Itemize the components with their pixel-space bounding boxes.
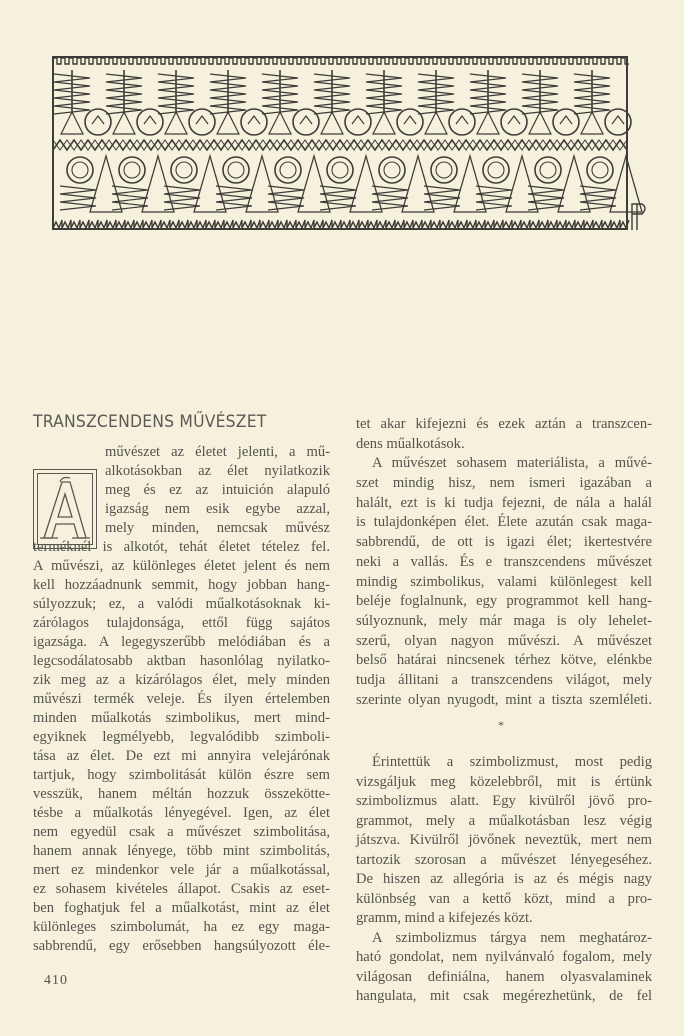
text-line: tása az élet. De ezt mi annyira velejárónak [33, 748, 330, 764]
ornament-stroke [300, 116, 312, 124]
right-column-text-top [356, 415, 652, 710]
decorative-header-ornament [50, 52, 650, 242]
text-line: szimbolizmus alatt. Egy kivülről jövő pro- [356, 793, 652, 809]
ornament-stroke [431, 157, 457, 183]
ornament-stroke [137, 109, 163, 135]
ornament-stroke [373, 112, 395, 134]
text-line: különleges szimbolumát, ha ez egy maga- [33, 919, 330, 935]
ornament-stroke [553, 109, 579, 135]
text-line: gramm, mind a kifejezés közt. [356, 910, 533, 926]
ornament-stroke [269, 112, 291, 134]
ornament-stroke [404, 116, 416, 124]
text-line: Érintettük a szimbolizmust, most pedig [372, 754, 652, 770]
ornament-stroke [477, 112, 499, 134]
ornament-stroke [119, 157, 145, 183]
text-line: beléje foglalnunk, egy programmot kell hang- [356, 593, 652, 610]
ornament-stroke [241, 109, 267, 135]
ornament-stroke [529, 112, 551, 134]
ornament-stroke [345, 109, 371, 135]
text-line: szet mindig hisz, nem ismeri igazában a [356, 475, 652, 492]
text-line: hanem annak lényege, több mint szimbolitás, [33, 843, 330, 859]
text-line: tartozik szorosan a művészet lényegeséhez. [356, 851, 652, 868]
text-line: szerű, olyan nagyon művészi. A művészet [356, 632, 652, 649]
ornament-stroke [402, 156, 434, 212]
text-line: művészet az életet jelenti, a mű- [105, 444, 330, 460]
text-line: sabbrendű, de ott is igazi élet; ikertestvére [356, 534, 652, 551]
article-title: TRANSZCENDENS MŰVÉSZET [33, 412, 267, 432]
ornament-stroke [280, 162, 296, 178]
ornament-stroke [327, 157, 353, 183]
text-line: művészi termék veleje. És ilyen értelemben [33, 691, 330, 707]
section-separator: * [498, 718, 504, 732]
ornament-stroke [53, 140, 627, 150]
ornament-stroke [454, 156, 486, 212]
ornament-stroke [350, 156, 382, 212]
text-line: hangulata, mit csak megérezhetünk, de fel [356, 988, 652, 1004]
ornament-stroke [379, 157, 405, 183]
ornament-stroke [425, 112, 447, 134]
text-line: nem egyedül csak a művészet szimbolitása, [33, 824, 330, 840]
text-line: neki a vallás. És e transzcendens művészet [356, 553, 652, 570]
text-line: ható gondolat, nem nyilvánvaló fogalom, mely [356, 949, 652, 965]
ornament-stroke [113, 112, 135, 134]
text-line: tartjuk, hogy szimbolitását külön észre sem [33, 767, 330, 783]
text-line: A művészi, az különleges életet jelent és nem [33, 558, 330, 574]
ornament-stroke [53, 140, 627, 150]
text-line: tésbe a műalkotás lényegével. Igen, az élet [33, 805, 330, 821]
ornament-stroke [332, 162, 348, 178]
ornament-stroke [587, 157, 613, 183]
text-line: is tulajdonképen élet. Élete azután csak maga- [356, 514, 652, 531]
ornament-stroke [488, 162, 504, 178]
ornament-stroke [508, 116, 520, 124]
text-line: halált, ezt is ki tudja fejezni, de nála a halál [356, 494, 652, 511]
ornament-stroke [560, 116, 572, 124]
ornament-stroke [165, 112, 187, 134]
ornament-stroke [293, 109, 319, 135]
ornament-stroke [124, 162, 140, 178]
text-line: zárólagos tulajdonsága, ettől függ sajátos [33, 615, 330, 631]
text-line: legcsodálatosabb aktban hasonlólag nyilatko- [33, 653, 330, 669]
text-line: mert ez mindenkor vele jár a műalkotással, [33, 862, 330, 878]
right-column-text-bottom [356, 753, 652, 1007]
ornament-stroke [275, 157, 301, 183]
text-line: mely minden, nemcsak művész [105, 520, 330, 536]
ornament-stroke [90, 156, 122, 212]
text-line: A szimbolizmus tárgya nem meghatároz- [372, 929, 652, 946]
ornament-stroke [217, 112, 239, 134]
ornament-stroke [248, 116, 260, 124]
text-line: súlyozzuk; ez, a valódi műalkotásoknak ki- [33, 596, 330, 612]
text-line: kell hozzáadnunk semmit, hogy jobban hang- [33, 577, 330, 593]
ornament-stroke [67, 157, 93, 183]
ornament-stroke [592, 162, 608, 178]
ornament-stroke [196, 116, 208, 124]
ornament-stroke [501, 109, 527, 135]
artist-monogram [632, 204, 645, 230]
ornament-stroke [397, 109, 423, 135]
ornament-stroke [189, 109, 215, 135]
text-line: belső határai nincsenek térhez kötve, elénkbe [356, 652, 652, 669]
text-line: játszva. Kivülről jövőnek neveztük, mert nem [356, 832, 652, 848]
text-line: dens műalkotások. [356, 435, 465, 452]
ornament-stroke [176, 162, 192, 178]
text-line: szerinte olyan nyugodt, mint a tiszta szemléleti. [356, 691, 652, 708]
ornament-stroke [456, 116, 468, 124]
text-line: ben foghatjuk fel a műalkotást, mint az élet [33, 900, 330, 916]
text-line: terméknél is alkotót, tehát életet tételez fel. [33, 539, 330, 555]
text-line: ez sohasem kivételes állapot. Csakis az eset- [33, 881, 330, 897]
text-line: grammot, mely a műalkotásban lesz végig [356, 812, 652, 829]
ornament-stroke [223, 157, 249, 183]
text-line: mindig szimbolikus, valami különlegest kell [356, 573, 652, 590]
ornament-stroke [53, 58, 629, 66]
text-line: zik meg az a kizárólagos élet, mely minden [33, 672, 330, 688]
ornament-stroke [535, 157, 561, 183]
ornament-stroke [194, 156, 226, 212]
text-line: igazság nem esik egybe azzal, [105, 501, 330, 517]
text-line: különbség van a kettő közt, mind a pro- [356, 890, 652, 907]
ornament-stroke [72, 162, 88, 178]
text-line: meg és ez az intuición alapuló [105, 482, 330, 498]
ornament-stroke [60, 186, 96, 210]
ornament-stroke [384, 162, 400, 178]
ornament-stroke [298, 156, 330, 212]
text-line: sabbrendű, egy erősebben hangsúlyozott éle- [33, 938, 330, 954]
text-line: egyiknek legmélyebb, legvalódibb szimboli- [33, 729, 330, 745]
text-line: súlyoznunk, mely már maga is oly lehelet- [356, 612, 652, 629]
ornament-stroke [53, 220, 629, 228]
text-line: igazsága. A legegyszerűbb melódiában és a [33, 634, 330, 650]
text-line: világosan definiálna, hanem olyasvalaminek [356, 968, 652, 985]
ornament-stroke [540, 162, 556, 178]
ornament-stroke [352, 116, 364, 124]
ornament-stroke [558, 156, 590, 212]
text-line: tet akar kifejezni és ezek aztán a transzcen- [356, 416, 652, 432]
text-line: A művészet sohasem materiálista, a művé- [372, 455, 652, 472]
ornament-stroke [171, 157, 197, 183]
ornament-stroke [321, 112, 343, 134]
ornament-stroke [61, 112, 83, 134]
text-line: De hiszen az allegória is az és mégis nagy [356, 871, 652, 887]
text-line: tudja állitani a transzcendens világot, mely [356, 671, 652, 688]
ornament-stroke [436, 162, 452, 178]
page-number: 410 [44, 973, 68, 988]
text-line: alkotásokban az élet nyilatkozik [105, 463, 330, 479]
ornament-stroke [449, 109, 475, 135]
text-line: vizsgáljuk meg közelebbről, mit is értünk [356, 773, 652, 790]
ornament-stroke [506, 156, 538, 212]
text-line: vesszük, hanem méltán hozzuk összekötte- [33, 786, 330, 802]
text-line: minden műalkotás szimbolikus, mert mind- [33, 710, 330, 726]
ornament-stroke [228, 162, 244, 178]
ornament-stroke [483, 157, 509, 183]
ornament-stroke [144, 116, 156, 124]
ornament-stroke [142, 156, 174, 212]
ornament-stroke [246, 156, 278, 212]
ornament-stroke [612, 116, 624, 124]
left-column-text [33, 443, 330, 956]
ornament-stroke [85, 109, 111, 135]
ornament-stroke [92, 116, 104, 124]
ornament-stroke [581, 112, 603, 134]
